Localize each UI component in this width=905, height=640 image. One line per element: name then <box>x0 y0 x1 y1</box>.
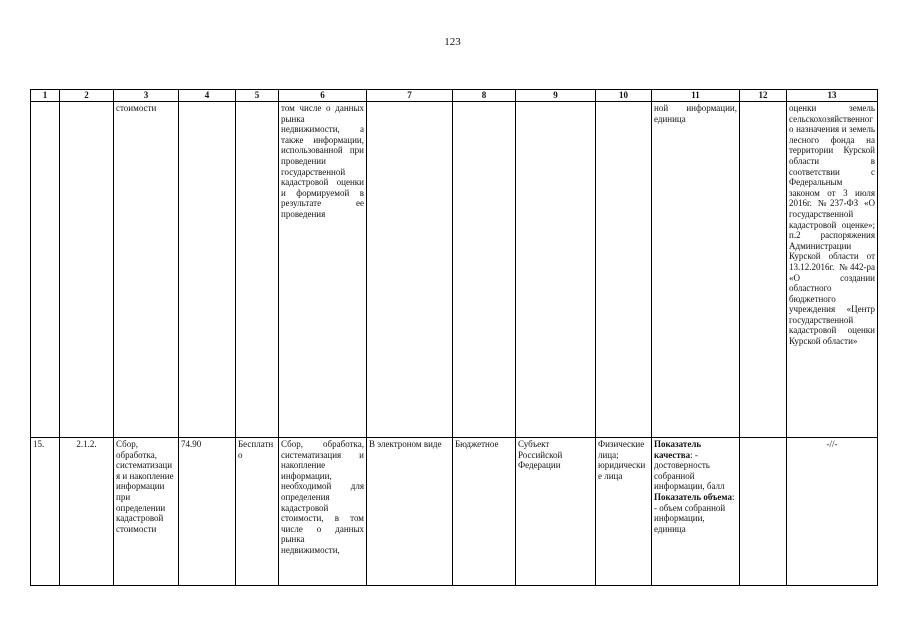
cell-c7 <box>367 102 453 438</box>
cell-c2 <box>60 102 114 438</box>
table-row-continuation <box>31 102 878 438</box>
header-cell: 10 <box>596 90 652 102</box>
header-cell: 13 <box>787 90 878 102</box>
header-row <box>31 90 878 102</box>
cell-c12 <box>740 438 787 586</box>
cell-c13: оценки земель сельскохозяйственного назначения и земель лесного фонда на территории Курской области в соответствии с Федеральным законом от 3 июля 2016г. №237-ФЗ «О государственной кадастровой оценке»; п.2 распоряжения Администрации Курской области от 13.12.2016г. №442-ра «О создании областного бюджетного учреждения «Центр государственной кадастровой оценки Курской области» <box>787 102 878 438</box>
cell-indicators <box>652 438 740 586</box>
cell-c4 <box>179 102 236 438</box>
header-cell: 12 <box>740 90 787 102</box>
cell-c10 <box>596 102 652 438</box>
cell-c1 <box>31 102 60 438</box>
header-cell: 4 <box>179 90 236 102</box>
page-number: 123 <box>444 36 461 48</box>
cell-row-number: 15. <box>31 438 60 586</box>
cell-c11: ной информации, единица <box>652 102 740 438</box>
cell-form: В электроном виде <box>367 438 453 586</box>
table-row-15 <box>31 438 878 586</box>
cell-okved: 74.90 <box>179 438 236 586</box>
cell-payment: Бесплатно <box>236 438 279 586</box>
cell-legal-basis: -//- <box>787 438 878 586</box>
volume-indicator-label: Показатель объема <box>654 491 732 502</box>
header-cell: 2 <box>60 90 114 102</box>
registry-table <box>30 89 878 586</box>
cell-content: Сбор, обработка, систематизация и накопление информации, необходимой для определения кадастровой стоимости, в том числе о данных рынка недвижимости, <box>279 438 367 586</box>
cell-founder: Субъект Российской Федерации <box>516 438 596 586</box>
cell-service-name: Сбор, обработка, систематизация и накопление информации при определении кадастровой стоимости <box>114 438 179 586</box>
cell-c9 <box>516 102 596 438</box>
cell-consumers: Физические лица; юридические лица <box>596 438 652 586</box>
header-cell: 9 <box>516 90 596 102</box>
header-cell: 8 <box>453 90 516 102</box>
header-cell: 5 <box>236 90 279 102</box>
cell-c12 <box>740 102 787 438</box>
header-cell: 11 <box>652 90 740 102</box>
cell-c3: стоимости <box>114 102 179 438</box>
quality-indicator-text: : - достоверность собранной информации, балл <box>654 449 725 492</box>
cell-institution-type: Бюджетное <box>453 438 516 586</box>
header-cell: 6 <box>279 90 367 102</box>
header-cell: 7 <box>367 90 453 102</box>
cell-c5 <box>236 102 279 438</box>
quality-indicator-label: Показатель качества <box>654 439 702 460</box>
cell-code: 2.1.2. <box>60 438 114 586</box>
header-cell: 1 <box>31 90 60 102</box>
cell-c8 <box>453 102 516 438</box>
header-cell: 3 <box>114 90 179 102</box>
volume-indicator-text: : - объем собранной информации, единица <box>654 491 735 534</box>
cell-c6: том числе о данных рынка недвижимости, а также информации, использованной при проведении государственной кадастровой оценки и формируемой в результате ее проведения <box>279 102 367 438</box>
